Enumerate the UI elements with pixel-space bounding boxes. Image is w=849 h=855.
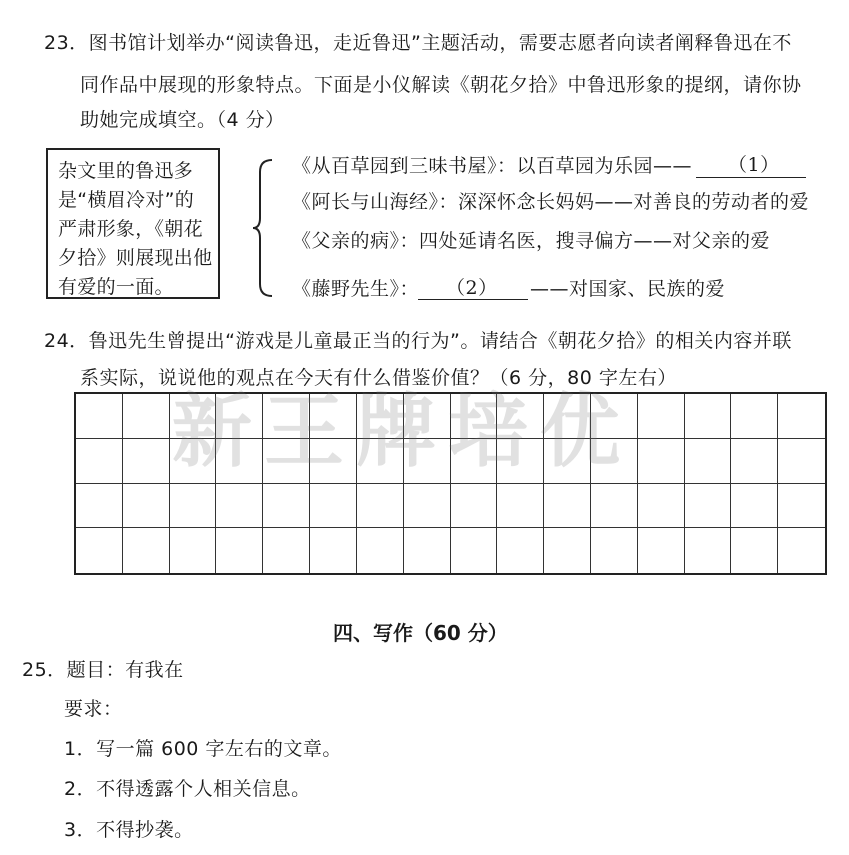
q25-requirement-3: 3．不得抄袭。	[64, 819, 194, 841]
grid-cell[interactable]	[497, 484, 544, 529]
q23-line-1: 23．图书馆计划举办“阅读鲁迅，走近鲁迅”主题活动，需要志愿者向读者阐释鲁迅在不	[44, 32, 792, 54]
grid-cell[interactable]	[123, 484, 170, 529]
grid-cell[interactable]	[263, 528, 310, 573]
grid-cell[interactable]	[638, 484, 685, 529]
grid-cell[interactable]	[76, 394, 123, 439]
grid-cell[interactable]	[451, 528, 498, 573]
grid-cell[interactable]	[591, 484, 638, 529]
grid-cell[interactable]	[451, 484, 498, 529]
grid-cell[interactable]	[731, 394, 778, 439]
grid-cell[interactable]	[731, 484, 778, 529]
grid-cell[interactable]	[778, 394, 825, 439]
q23-item-4-text: 《藤野先生》：	[292, 278, 420, 300]
grid-cell[interactable]	[638, 528, 685, 573]
grid-cell[interactable]	[685, 528, 732, 573]
grid-cell[interactable]	[544, 528, 591, 573]
grid-cell[interactable]	[76, 528, 123, 573]
grid-cell[interactable]	[170, 528, 217, 573]
watermark: 新王牌培优	[172, 385, 632, 478]
q23-item-3-text: 《父亲的病》：四处延请名医，搜寻偏方——对父亲的爱	[292, 230, 771, 252]
grid-cell[interactable]	[357, 528, 404, 573]
grid-cell[interactable]	[685, 484, 732, 529]
grid-cell[interactable]	[123, 528, 170, 573]
grid-cell[interactable]	[591, 528, 638, 573]
note-line-2: 是“横眉冷对”的	[58, 189, 195, 211]
grid-cell[interactable]	[778, 528, 825, 573]
q23-line-3: 助她完成填空。（4 分）	[80, 109, 285, 131]
grid-cell[interactable]	[123, 439, 170, 484]
grid-cell[interactable]	[638, 439, 685, 484]
q24-line-2: 系实际，说说他的观点在今天有什么借鉴价值？（6 分，80 字左右）	[80, 367, 677, 389]
grid-cell[interactable]	[638, 394, 685, 439]
q25-requirement-2: 2．不得透露个人相关信息。	[64, 778, 311, 800]
left-brace-icon	[252, 158, 274, 298]
grid-cell[interactable]	[778, 484, 825, 529]
q25-title: 25．题目：有我在	[22, 659, 184, 681]
grid-cell[interactable]	[216, 528, 263, 573]
q23-blank-2-label: （2）	[446, 277, 498, 299]
q24-line-1: 24．鲁迅先生曾提出“游戏是儿童最正当的行为”。请结合《朝花夕拾》的相关内容并联	[44, 330, 792, 352]
grid-cell[interactable]	[357, 484, 404, 529]
grid-cell[interactable]	[170, 484, 217, 529]
grid-cell[interactable]	[310, 484, 357, 529]
note-line-4: 夕拾》则展现出他	[58, 247, 213, 269]
q25-requirements-label: 要求：	[64, 698, 123, 720]
q23-line-2: 同作品中展现的形象特点。下面是小仪解读《朝花夕拾》中鲁迅形象的提纲，请你协	[80, 74, 802, 96]
grid-cell[interactable]	[76, 439, 123, 484]
note-line-1: 杂文里的鲁迅多	[58, 160, 194, 182]
grid-cell[interactable]	[76, 484, 123, 529]
q23-blank-1-label: （1）	[728, 154, 780, 176]
section-4-heading: 四、写作（60 分）	[333, 621, 508, 645]
q25-requirement-1: 1．写一篇 600 字左右的文章。	[64, 738, 342, 760]
grid-cell[interactable]	[263, 484, 310, 529]
grid-cell[interactable]	[685, 394, 732, 439]
q23-item-1-text: 《从百草园到三味书屋》：以百草园为乐园——	[292, 155, 693, 177]
grid-cell[interactable]	[731, 528, 778, 573]
q23-note-box	[46, 148, 220, 299]
grid-cell[interactable]	[123, 394, 170, 439]
grid-cell[interactable]	[404, 528, 451, 573]
q23-blank-1-line[interactable]	[696, 177, 806, 178]
note-line-5: 有爱的一面。	[58, 276, 174, 298]
q23-blank-2-line[interactable]	[418, 299, 528, 300]
grid-cell[interactable]	[497, 528, 544, 573]
grid-cell[interactable]	[544, 484, 591, 529]
grid-cell[interactable]	[778, 439, 825, 484]
grid-cell[interactable]	[310, 528, 357, 573]
grid-cell[interactable]	[731, 439, 778, 484]
grid-cell[interactable]	[216, 484, 263, 529]
grid-cell[interactable]	[404, 484, 451, 529]
q23-item-4-after: ——对国家、民族的爱	[530, 278, 726, 300]
q23-item-2-text: 《阿长与山海经》：深深怀念长妈妈——对善良的劳动者的爱	[292, 191, 810, 213]
note-line-3: 严肃形象，《朝花	[58, 218, 203, 240]
grid-cell[interactable]	[685, 439, 732, 484]
